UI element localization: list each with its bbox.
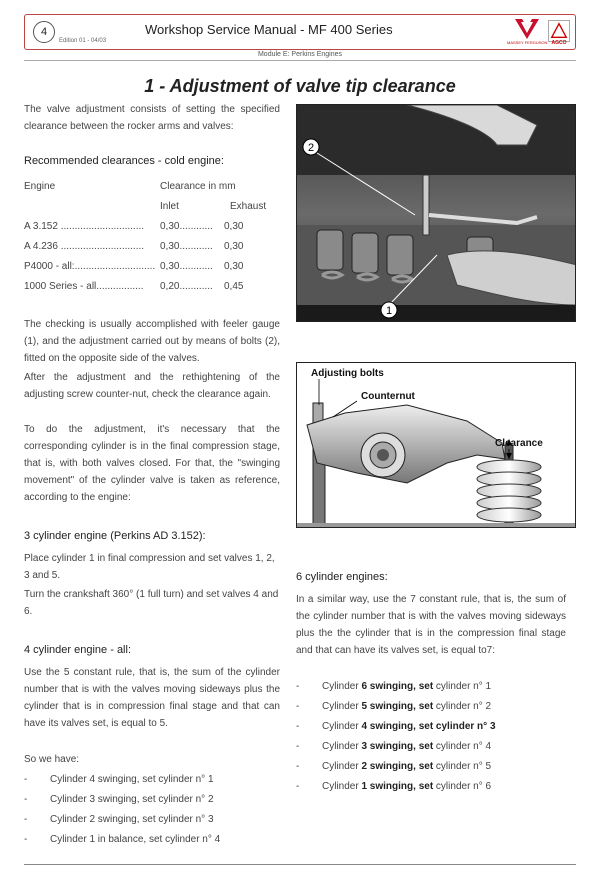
table-row <box>24 236 266 256</box>
page-header <box>24 14 576 50</box>
intro-paragraph: The valve adjustment consists of setting the specified clearance between the rocker arms and valves: <box>24 104 280 132</box>
column-header-inlet: Inlet <box>160 200 179 212</box>
so-we-have-text: So we have: <box>24 754 80 765</box>
mf-brand-text: MASSEY FERGUSON <box>507 40 548 45</box>
footer-divider <box>24 864 576 865</box>
three-cylinder-step-1: Place cylinder 1 in final compression and set valves 1, 2, 3 and 5. <box>24 553 275 581</box>
four-cylinder-rule-paragraph: Use the 5 constant rule, that is, the sum of the cylinder number that is with the valves moving sideways plus the cylinder that is in compression final stage and that can have its valves set, is equal to 5. <box>24 667 280 729</box>
table-cell-inlet: 0,30............ <box>160 260 213 272</box>
table-cell-inlet: 0,20............ <box>160 280 213 292</box>
list-item: - Cylinder 6 swinging, set cylinder n° 1 <box>296 677 496 697</box>
clearance-table <box>24 176 266 296</box>
list-item: - Cylinder 2 swinging, set cylinder n° 3 <box>24 810 220 830</box>
valve-adjustment-photo <box>296 104 576 322</box>
list-item: - Cylinder 2 swinging, set cylinder n° 5 <box>296 757 496 777</box>
list-item: - Cylinder 1 in balance, set cylinder n° 4 <box>24 830 220 850</box>
page-number: 4 <box>33 21 55 43</box>
list-item: - Cylinder 3 swinging, set cylinder n° 2 <box>24 790 220 810</box>
table-cell-inlet: 0,30............ <box>160 220 213 232</box>
column-header-clearance: Clearance in mm <box>160 180 236 192</box>
massey-ferguson-logo-icon <box>515 19 539 39</box>
table-cell-inlet: 0,30............ <box>160 240 213 252</box>
checking-paragraph: The checking is usually accomplished with feeler gauge (1), and the adjustment carried out by means of bolts (2), fitted on the opposite side of the valves. <box>24 319 280 364</box>
six-cylinder-rule-paragraph: In a similar way, use the 7 constant rule, that is, the sum of the cylinder number that is with the valves moving sideways plus the the cylinder that is in the compression final stage and that can have its valves set, is equal to7: <box>296 594 566 656</box>
agco-brand-text: AGCO <box>551 40 567 46</box>
list-item: - Cylinder 4 swinging, set cylinder n° 1 <box>24 770 220 790</box>
six-cylinder-heading: 6 cylinder engines: <box>296 571 388 583</box>
table-cell-exhaust: 0,30 <box>224 220 244 232</box>
photo-callout-2: 2 <box>307 142 315 154</box>
column-header-engine: Engine <box>24 180 56 192</box>
rocker-arm-diagram <box>296 362 576 528</box>
table-cell-engine: P4000 - all:............................. <box>24 260 156 272</box>
table-row <box>24 256 266 276</box>
four-cylinder-heading: 4 cylinder engine - all: <box>24 644 132 656</box>
three-cylinder-step-2: Turn the crankshaft 360° (1 full turn) and set valves 4 and 6. <box>24 589 279 617</box>
table-cell-engine: A 4.236 .............................. <box>24 240 145 252</box>
label-adjusting-bolts: Adjusting bolts <box>311 368 384 379</box>
column-header-exhaust: Exhaust <box>230 200 267 212</box>
after-adjustment-paragraph: After the adjustment and the rethightening of the adjusting screw counter-nut, check the clearance again. <box>24 372 280 400</box>
three-cylinder-heading: 3 cylinder engine (Perkins AD 3.152): <box>24 530 206 542</box>
table-cell-exhaust: 0,45 <box>224 280 244 292</box>
table-row <box>24 276 266 296</box>
table-cell-exhaust: 0,30 <box>224 240 244 252</box>
recommended-clearances-heading: Recommended clearances - cold engine: <box>24 155 224 167</box>
label-clearance: Clearance <box>495 438 543 449</box>
list-item: - Cylinder 3 swinging, set cylinder n° 4 <box>296 737 496 757</box>
page-title: 1 - Adjustment of valve tip clearance <box>144 76 456 96</box>
table-subheader-row <box>24 196 266 216</box>
table-row <box>24 216 266 236</box>
four-cylinder-list <box>24 770 220 850</box>
agco-logo-icon <box>548 20 570 42</box>
header-divider <box>24 60 576 61</box>
edition-label: Edition 01 - 04/03 <box>59 38 107 44</box>
table-cell-engine: 1000 Series - all................. <box>24 280 144 292</box>
adjustment-procedure-paragraph: To do the adjustment, it's necessary that the corresponding cylinder is in the final compression stage, that is, with both valves closed. For that, the "swinging movement" of the cylinder valve is taken as reference, according to the engine: <box>24 424 280 503</box>
table-cell-engine: A 3.152 .............................. <box>24 220 145 232</box>
list-item: - Cylinder 5 swinging, set cylinder n° 2 <box>296 697 496 717</box>
photo-callout-1: 1 <box>385 305 393 317</box>
list-item: - Cylinder 4 swinging, set cylinder n° 3 <box>296 717 496 737</box>
manual-title: Workshop Service Manual - MF 400 Series <box>145 22 393 37</box>
six-cylinder-list <box>296 677 496 797</box>
list-item: - Cylinder 1 swinging, set cylinder n° 6 <box>296 777 496 797</box>
table-header-row <box>24 176 266 196</box>
module-label: Module E: Perkins Engines <box>257 51 343 58</box>
label-counternut: Counternut <box>361 391 415 402</box>
table-cell-exhaust: 0,30 <box>224 260 244 272</box>
